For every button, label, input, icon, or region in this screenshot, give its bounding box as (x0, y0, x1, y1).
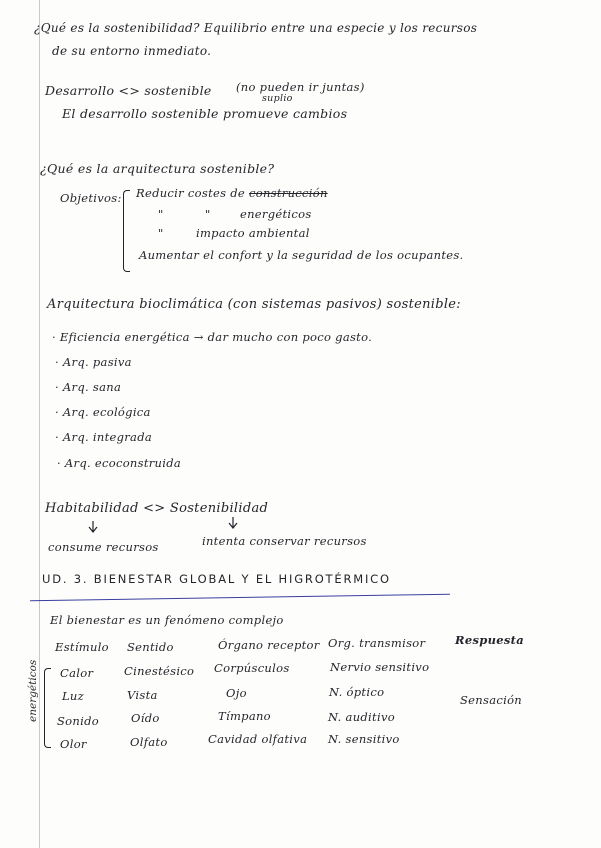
unit-heading: UD. 3. BIENESTAR GLOBAL Y EL HIGROTÉRMICO (42, 572, 391, 586)
development-note-insert: suplio (262, 93, 293, 104)
development-sub: El desarrollo sostenible promueve cambios (62, 106, 348, 121)
table-cell: Oído (131, 711, 160, 725)
table-cell: N. sensitivo (328, 732, 400, 746)
architecture-question: ¿Qué es la arquitectura sostenible? (40, 161, 275, 176)
table-cell: Cinestésico (124, 664, 195, 678)
objectives-label: Objetivos: (60, 191, 122, 205)
objective-comfort: Aumentar el confort y la seguridad de los ocupantes. (139, 248, 464, 262)
table-cell: Nervio sensitivo (330, 660, 430, 674)
down-arrow-icon (88, 521, 98, 533)
table-cell: Vista (127, 688, 158, 702)
objectives-brace (123, 190, 130, 272)
habitability-line: Habitabilidad <> Sostenibilidad (45, 501, 269, 516)
wellbeing-intro: El bienestar es un fenómeno complejo (50, 613, 284, 627)
struck-word: construcción (248, 186, 328, 200)
sustainability-answer-cont: de su entorno inmediato. (52, 44, 212, 58)
table-cell: Cavidad olfativa (208, 732, 308, 746)
header-transmitter: Org. transmisor (328, 636, 426, 650)
sustainability-conserves: intenta conservar recursos (202, 534, 367, 548)
table-cell: Olor (60, 737, 87, 751)
response-sensation: Sensación (460, 693, 522, 707)
list-item: · Arq. ecológica (55, 405, 151, 419)
development-line: Desarrollo <> sostenible (45, 83, 212, 98)
list-item: · Arq. sana (55, 380, 122, 394)
table-cell: Tímpano (218, 709, 271, 723)
table-cell: Corpúsculos (214, 661, 290, 675)
objective-energy: energéticos (240, 207, 312, 221)
header-sense: Sentido (127, 640, 174, 654)
energetic-brace (44, 668, 51, 748)
table-cell: N. auditivo (328, 710, 395, 724)
table-cell: Luz (62, 689, 85, 703)
habitability-consumes: consume recursos (48, 540, 159, 554)
table-cell: Calor (60, 666, 94, 680)
sustainability-question: ¿Qué es la sostenibilidad? Equilibrio entre una especie y los recursos (34, 21, 478, 35)
objective-reduce-costs: Reducir costes de construcción (136, 186, 328, 200)
down-arrow-icon (228, 517, 238, 529)
header-response: Respuesta (455, 633, 525, 647)
header-stimulus: Estímulo (55, 640, 109, 654)
list-item: · Arq. pasiva (55, 355, 132, 369)
development-note: (no pueden ir juntas) (236, 80, 365, 94)
header-receptor: Órgano receptor (218, 638, 320, 652)
list-item: · Eficiencia energética → dar mucho con poco gasto. (52, 330, 373, 344)
ditto-2: " (205, 207, 211, 221)
table-cell: Sonido (57, 714, 99, 728)
table-cell: Olfato (130, 735, 168, 749)
table-cell: Ojo (226, 686, 247, 700)
ditto-3: " (158, 226, 164, 240)
margin-line (39, 0, 40, 848)
objective-impact: impacto ambiental (196, 226, 310, 240)
list-item: · Arq. integrada (55, 430, 153, 444)
heading-rule (30, 594, 450, 602)
bioclimatic-title: Arquitectura bioclimática (con sistemas pasivos) sostenible: (47, 297, 461, 312)
ditto-1: " (158, 207, 164, 221)
energetic-side-label: energéticos (27, 659, 39, 722)
table-cell: N. óptico (329, 685, 385, 699)
list-item: · Arq. ecoconstruida (57, 456, 182, 470)
